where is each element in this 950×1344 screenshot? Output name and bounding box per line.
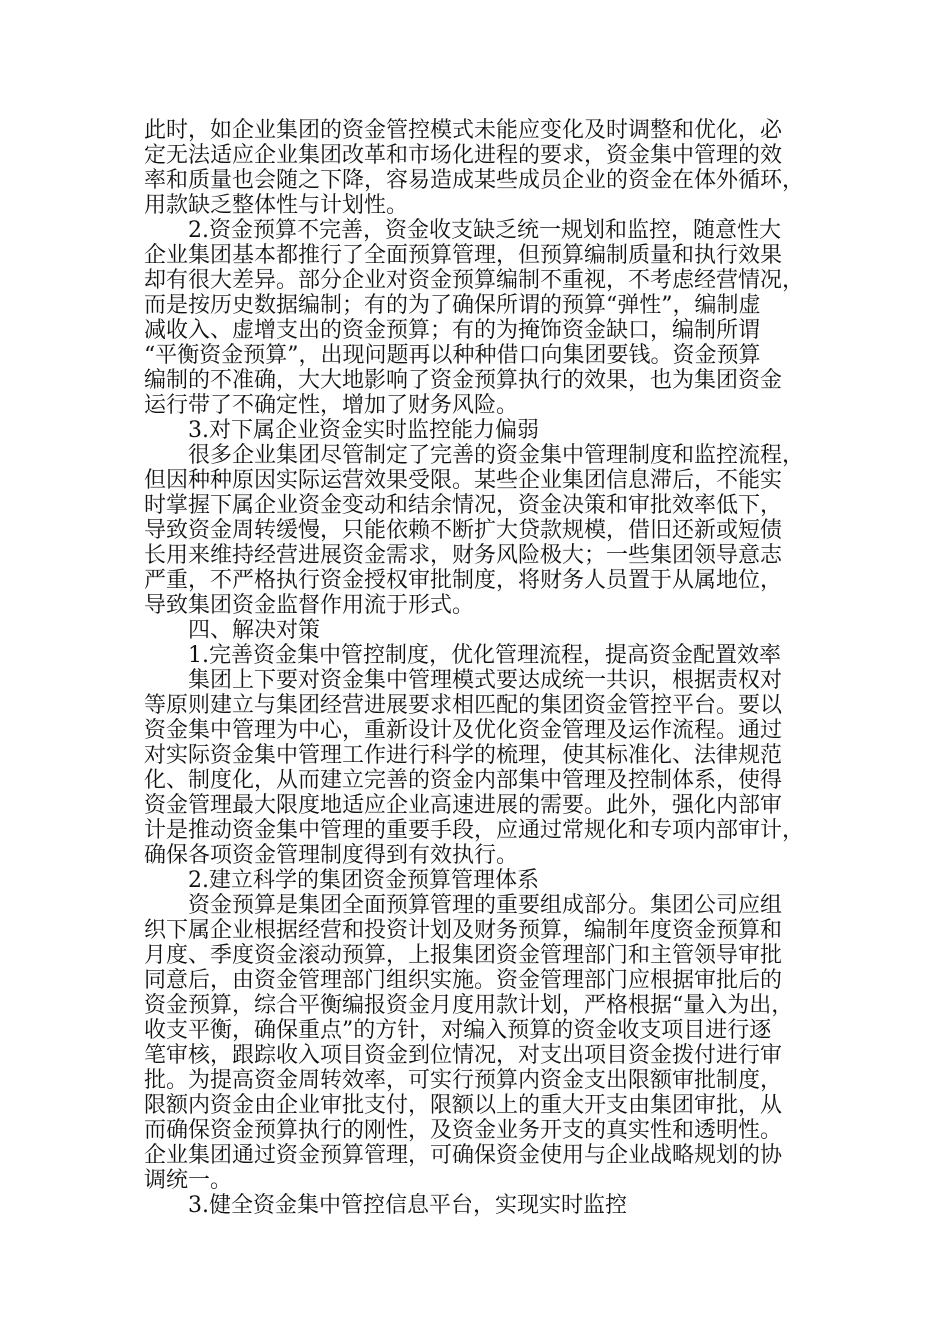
text-line: 资金预算，综合平衡编报资金月度用款计划，严格根据“量入为出，: [144, 993, 794, 1018]
text-line: 2.建立科学的集团资金预算管理体系: [188, 868, 539, 893]
text-line: 确保各项资金管理制度得到有效执行。: [144, 843, 519, 868]
text-line: 严重，不严格执行资金授权审批制度，将财务人员置于从属地位，: [144, 568, 783, 593]
text-line: 企业集团通过资金预算管理，可确保资金使用与企业战略规划的协: [144, 1143, 783, 1168]
text-line: 很多企业集团尽管制定了完善的资金集中管理制度和监控流程，: [188, 443, 805, 468]
document-body: [144, 118, 810, 1218]
text-line: 对实际资金集中管理工作进行科学的梳理，使其标准化、法律规范: [144, 743, 783, 768]
text-line: 织下属企业根据经营和投资计划及财务预算，编制年度资金预算和: [144, 918, 783, 943]
text-line: 资金集中管理为中心，重新设计及优化资金管理及运作流程。通过: [144, 718, 783, 743]
text-line: 收支平衡，确保重点”的方针，对编入预算的资金收支项目进行逐: [144, 1018, 772, 1043]
text-line: 企业集团基本都推行了全面预算管理，但预算编制质量和执行效果: [144, 243, 783, 268]
text-line: 而确保资金预算执行的刚性，及资金业务开支的真实性和透明性。: [144, 1118, 783, 1143]
text-line: 却有很大差异。部分企业对资金预算编制不重视，不考虑经营情况，: [144, 268, 805, 293]
text-line: 等原则建立与集团经营进展要求相匹配的集团资金管控平台。要以: [144, 693, 783, 718]
text-line: 此时，如企业集团的资金管控模式未能应变化及时调整和优化，必: [144, 118, 783, 143]
text-line: 化、制度化，从而建立完善的资金内部集中管理及控制体系，使得: [144, 768, 783, 793]
text-line: 率和质量也会随之下降，容易造成某些成员企业的资金在体外循环，: [144, 168, 805, 193]
text-line: 3.健全资金集中管控信息平台，实现实时监控: [188, 1193, 627, 1218]
text-line: 笔审核，跟踪收入项目资金到位情况，对支出项目资金拨付进行审: [144, 1043, 783, 1068]
text-line: 资金预算是集团全面预算管理的重要组成部分。集团公司应组: [188, 893, 783, 918]
text-line: 同意后，由资金管理部门组织实施。资金管理部门应根据审批后的: [144, 968, 783, 993]
text-line: 1.完善资金集中管控制度，优化管理流程，提高资金配置效率: [188, 643, 781, 668]
text-line: 定无法适应企业集团改革和市场化进程的要求，资金集中管理的效: [144, 143, 783, 168]
text-line: “平衡资金预算”，出现问题再以种种借口向集团要钱。资金预算: [144, 343, 761, 368]
text-line: 批。为提高资金周转效率，可实行预算内资金支出限额审批制度，: [144, 1068, 783, 1093]
text-line: 但因种种原因实际运营效果受限。某些企业集团信息滞后，不能实: [144, 468, 783, 493]
text-line: 限额内资金由企业审批支付，限额以上的重大开支由集团审批，从: [144, 1093, 783, 1118]
text-line: 导致资金周转缓慢，只能依赖不断扩大贷款规模，借旧还新或短债: [144, 518, 783, 543]
text-line: 长用来维持经营进展资金需求，财务风险极大；一些集团领导意志: [144, 543, 783, 568]
text-line: 集团上下要对资金集中管理模式要达成统一共识，根据责权对: [188, 668, 783, 693]
text-line: 调统一。: [144, 1168, 233, 1193]
text-line: 四、解决对策: [188, 618, 321, 643]
text-line: 时掌握下属企业资金变动和结余情况，资金决策和审批效率低下，: [144, 493, 783, 518]
text-line: 2.资金预算不完善，资金收支缺乏统一规划和监控，随意性大: [188, 218, 781, 243]
text-line: 计是推动资金集中管理的重要手段，应通过常规化和专项内部审计，: [144, 818, 805, 843]
text-line: 用款缺乏整体性与计划性。: [144, 193, 409, 218]
text-line: 而是按历史数据编制；有的为了确保所谓的预算“弹性”，编制虚: [144, 293, 761, 318]
text-line: 导致集团资金监督作用流于形式。: [144, 593, 475, 618]
text-line: 3.对下属企业资金实时监控能力偏弱: [188, 418, 539, 443]
text-line: 运行带了不确定性，增加了财务风险。: [144, 393, 519, 418]
text-line: 减收入、虚增支出的资金预算；有的为掩饰资金缺口，编制所谓: [144, 318, 761, 343]
text-line: 资金管理最大限度地适应企业高速进展的需要。此外，强化内部审: [144, 793, 783, 818]
text-line: 月度、季度资金滚动预算，上报集团资金管理部门和主管领导审批: [144, 943, 783, 968]
text-line: 编制的不准确，大大地影响了资金预算执行的效果，也为集团资金: [144, 368, 783, 393]
